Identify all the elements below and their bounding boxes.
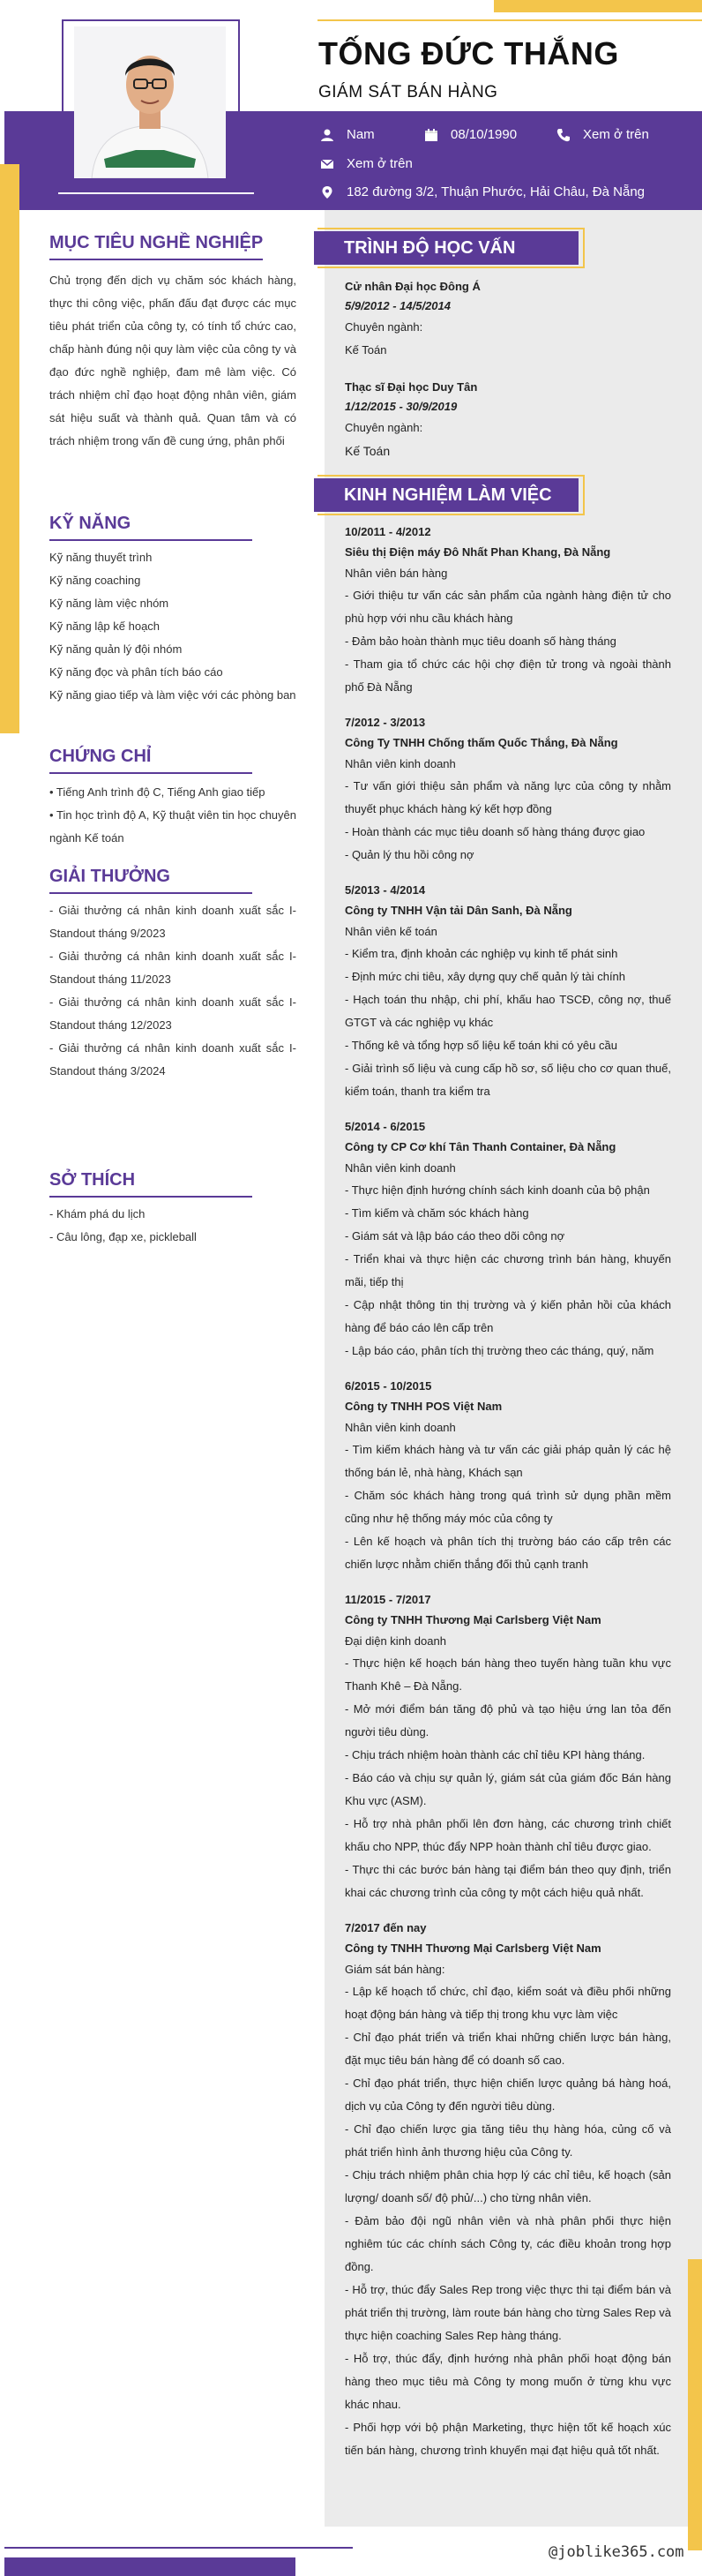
experience-company: Công ty TNHH POS Việt Nam [345, 1400, 503, 1413]
experience-role: Đại diện kinh doanh [345, 1634, 446, 1648]
experience-item [345, 522, 671, 699]
award-item: - Giải thưởng cá nhân kinh doanh xuất sắc I-Standout tháng 12/2023 [49, 995, 296, 1032]
experience-point: - Đảm bảo đội ngũ nhân viên và nhà phân phối thực hiện nghiêm túc các chính sách Công ty, các điều khoản trong hợp đồng. [345, 2214, 671, 2273]
job-title: GIÁM SÁT BÁN HÀNG [318, 83, 498, 101]
experience-point: - Hỗ trợ, thúc đẩy, định hướng nhà phân phối hoạt động bán hàng theo mục tiêu mà Công ty mong muốn ở từng khu vực khác nhau. [345, 2352, 671, 2411]
email-icon [320, 157, 334, 171]
education-school: Thạc sĩ Đại học Duy Tân [345, 380, 478, 394]
experience-point: - Chỉ đạo phát triển, thực hiện chiến lược quảng bá hàng hoá, dịch vụ của Công ty đến người tiêu dùng. [345, 2077, 671, 2113]
experience-date: 6/2015 - 10/2015 [345, 1379, 432, 1393]
objective-heading: MỤC TIÊU NGHỀ NGHIỆP [49, 233, 263, 260]
experience-point: - Kiểm tra, định khoản các nghiệp vụ kinh tế phát sinh [345, 947, 618, 960]
skill-item: Kỹ năng lập kế hoạch [49, 620, 161, 633]
experience-point: - Tư vấn giới thiệu sản phẩm và năng lực của công ty nhằm thuyết phục khách hàng ký kết hợp đồng [345, 779, 671, 815]
location-pin-icon [320, 185, 334, 199]
award-item: - Giải thưởng cá nhân kinh doanh xuất sắc I-Standout tháng 9/2023 [49, 904, 296, 940]
experience-point: - Hoàn thành các mục tiêu doanh số hàng tháng được giao [345, 825, 646, 838]
experience-role: Nhân viên kinh doanh [345, 757, 456, 770]
experience-item [345, 1590, 671, 1904]
skills-heading: KỸ NĂNG [49, 514, 252, 541]
awards-heading: GIẢI THƯỞNG [49, 867, 252, 894]
phone-value: Xem ở trên [583, 127, 649, 142]
experience-item [345, 713, 671, 867]
address-info [320, 184, 645, 199]
education-date: 1/12/2015 - 30/9/2019 [345, 400, 458, 413]
avatar [74, 26, 226, 178]
footer-line [4, 2547, 353, 2549]
experience-company: Công ty CP Cơ khí Tân Thanh Container, Đà Nẵng [345, 1140, 616, 1153]
top-accent-bar [494, 0, 702, 12]
skills-section [49, 514, 296, 707]
experience-date: 10/2011 - 4/2012 [345, 525, 431, 538]
education-major-label: Chuyên ngành: [345, 421, 423, 434]
gender-info [320, 127, 375, 142]
experience-point: - Lên kế hoạch và phân tích thị trường báo cáo cấp trên các chiến lược nhằm chiến thắng đối thủ cạnh tranh [345, 1535, 671, 1571]
photo-underline [58, 192, 254, 194]
objective-text: Chủ trọng đến dịch vụ chăm sóc khách hàng, thực thi công việc, phấn đấu đạt được các mục tiêu phát triển của công ty, có tính tổ chức cao, chấp hành đúng nội quy làm việc của công ty và đạo đức nghề nghiệp, đam mê làm việc. Có trách nhiệm chỉ đạo hoạt động nhân viên, giám sát hiệu suất và thành quả. Quan tâm và có trách nhiệm trong vấn đề cung ứng, phân phối [49, 274, 296, 447]
experience-point: - Lập báo cáo, phân tích thị trường theo các tháng, quý, năm [345, 1344, 654, 1357]
education-item [345, 378, 671, 462]
experience-point: - Giải trình số liệu và cung cấp hồ sơ, số liệu cho cơ quan thuế, kiểm toán, thanh tra kiểm tra [345, 1062, 671, 1098]
experience-item [345, 1117, 671, 1363]
experience-role: Nhân viên kinh doanh [345, 1421, 456, 1434]
experience-point: - Cập nhật thông tin thị trường và ý kiến phản hồi của khách hàng để báo cáo lên cấp trên [345, 1298, 671, 1334]
education-item [345, 277, 671, 362]
certificates-section [49, 747, 296, 850]
address-value: 182 đường 3/2, Thuận Phước, Hải Châu, Đà Nẵng [347, 184, 646, 199]
experience-point: - Định mức chi tiêu, xây dựng quy chế quản lý tài chính [345, 970, 626, 983]
right-accent-bar [688, 2259, 702, 2550]
experience-company: Công Ty TNHH Chống thấm Quốc Thắng, Đà Nẵng [345, 736, 618, 749]
skill-item: Kỹ năng coaching [49, 574, 141, 587]
experience-point: - Triển khai và thực hiện các chương trình bán hàng, khuyến mãi, tiếp thị [345, 1252, 671, 1288]
calendar-icon [424, 128, 438, 142]
experience-point: - Hạch toán thu nhập, chi phí, khấu hao TSCĐ, công nợ, thuế GTGT và các nghiệp vụ khác [345, 993, 671, 1029]
experience-date: 5/2013 - 4/2014 [345, 883, 426, 897]
experience-point: - Chỉ đạo phát triển và triển khai những chiến lược bán hàng, đặt mục tiêu bán hàng để có doanh số cao. [345, 2031, 671, 2067]
experience-item [345, 1919, 671, 2462]
experience-role: Nhân viên kinh doanh [345, 1161, 456, 1175]
experience-list [345, 522, 671, 2476]
experience-point: - Quản lý thu hồi công nợ [345, 848, 474, 861]
certificate-item: • Tiếng Anh trình độ C, Tiếng Anh giao tiếp [49, 785, 265, 799]
candidate-name: TỐNG ĐỨC THẮNG [318, 35, 619, 71]
birthday-info [424, 127, 517, 142]
experience-point: - Giám sát và lập báo cáo theo dõi công nợ [345, 1229, 565, 1243]
experience-heading: KINH NGHIỆM LÀM VIỆC [314, 478, 579, 512]
experience-point: - Lập kế hoạch tổ chức, chỉ đạo, kiểm soát và điều phối những hoạt động bán hàng và tiếp thị trong khu vực làm việc [345, 1985, 671, 2021]
experience-point: - Đảm bảo hoàn thành mục tiêu doanh số hàng tháng [345, 635, 616, 648]
objective-section [49, 233, 296, 453]
hobby-item: - Câu lông, đạp xe, pickleball [49, 1230, 197, 1243]
experience-date: 7/2012 - 3/2013 [345, 716, 426, 729]
experience-point: - Thực hiện định hướng chính sách kinh doanh của bộ phận [345, 1183, 650, 1197]
experience-point: - Chăm sóc khách hàng trong quá trình sử dụng phần mềm cũng như hệ thống máy móc của công ty [345, 1489, 671, 1525]
experience-point: - Tìm kiếm khách hàng và tư vấn các giải pháp quản lý các hệ thống bán lẻ, nhà hàng, Khách sạn [345, 1443, 671, 1479]
experience-date: 5/2014 - 6/2015 [345, 1120, 426, 1133]
education-school: Cử nhân Đại học Đông Á [345, 280, 481, 293]
experience-point: - Chỉ đạo chiến lược gia tăng tiêu thụ hàng hóa, củng cố và phát triển hình ảnh thương hiệu của Công ty. [345, 2122, 671, 2159]
award-item: - Giải thưởng cá nhân kinh doanh xuất sắc I-Standout tháng 11/2023 [49, 950, 296, 986]
birthday-value: 08/10/1990 [451, 127, 518, 142]
experience-point: - Báo cáo và chịu sự quản lý, giám sát của giám đốc Bán hàng Khu vực (ASM). [345, 1771, 671, 1807]
certificates-heading: CHỨNG CHỈ [49, 747, 252, 774]
experience-point: - Phối hợp với bộ phận Marketing, thực hiện tốt kế hoạch xúc tiến bán hàng, chương trình khuyến mại đạt hiệu quả tốt nhất. [345, 2421, 671, 2457]
experience-company: Siêu thị Điện máy Đô Nhất Phan Khang, Đà Nẵng [345, 545, 611, 559]
education-major: Kế Toán [345, 343, 387, 357]
experience-role: Nhân viên kế toán [345, 925, 437, 938]
user-icon [320, 128, 334, 142]
footer-brand: @joblike365.com [549, 2543, 684, 2561]
experience-point: - Mở mới điểm bán tăng độ phủ và tạo hiệu ứng lan tỏa đến người tiêu dùng. [345, 1702, 671, 1739]
skill-item: Kỹ năng thuyết trình [49, 551, 153, 564]
experience-point: - Chịu trách nhiệm hoàn thành các chỉ tiêu KPI hàng tháng. [345, 1748, 646, 1761]
experience-point: - Thực hiện kế hoạch bán hàng theo tuyến hàng tuần khu vực Thanh Khê – Đà Nẵng. [345, 1656, 671, 1693]
awards-section [49, 867, 296, 1083]
experience-role: Giám sát bán hàng: [345, 1963, 445, 1976]
experience-date: 7/2017 đến nay [345, 1921, 427, 1934]
experience-role: Nhân viên bán hàng [345, 567, 448, 580]
top-accent-line [317, 19, 702, 21]
experience-company: Công ty TNHH Thương Mại Carlsberg Việt Nam [345, 1941, 601, 1955]
skill-item: Kỹ năng đọc và phân tích báo cáo [49, 665, 223, 679]
award-item: - Giải thưởng cá nhân kinh doanh xuất sắc I-Standout tháng 3/2024 [49, 1041, 296, 1078]
skill-item: Kỹ năng giao tiếp và làm việc với các phòng ban [49, 688, 296, 702]
experience-point: - Hỗ trợ, thúc đẩy Sales Rep trong việc thực thi tại điểm bán và phát triển thị trường, làm route bán hàng cho từng Sales Rep và thực hiện coaching Sales Rep hàng tháng. [345, 2283, 671, 2342]
education-date: 5/9/2012 - 14/5/2014 [345, 299, 451, 312]
skill-item: Kỹ năng làm việc nhóm [49, 597, 169, 610]
hobbies-section [49, 1170, 296, 1249]
left-accent-bar [0, 164, 19, 733]
experience-point: - Chịu trách nhiệm phân chia hợp lý các chỉ tiêu, kế hoạch (sản lượng/ doanh số/ độ phủ/...) cho từng nhân viên. [345, 2168, 671, 2204]
hobbies-heading: SỞ THÍCH [49, 1170, 252, 1198]
experience-point: - Giới thiệu tư vấn các sản phẩm của ngành hàng điện tử cho phù hợp với nhu cầu khách hàng [345, 589, 671, 625]
experience-item [345, 1377, 671, 1576]
education-major-label: Chuyên ngành: [345, 320, 423, 334]
education-major: Kế Toán [345, 444, 391, 458]
footer-bar [4, 2557, 295, 2576]
experience-point: - Tìm kiếm và chăm sóc khách hàng [345, 1206, 529, 1220]
email-info [320, 156, 413, 171]
experience-point: - Thống kê và tổng hợp số liệu kế toán khi có yêu cầu [345, 1039, 617, 1052]
phone-info [556, 127, 649, 142]
email-value: Xem ở trên [347, 156, 413, 171]
experience-point: - Thực thi các bước bán hàng tại điểm bán theo quy định, triển khai các chương trình của công ty một cách hiệu quả nhất. [345, 1863, 671, 1899]
gender-value: Nam [347, 127, 375, 142]
experience-point: - Tham gia tổ chức các hội chợ điện tử trong và ngoài thành phố Đà Nẵng [345, 657, 671, 694]
hobby-item: - Khám phá du lịch [49, 1207, 146, 1220]
education-heading: TRÌNH ĐỘ HỌC VẤN [314, 231, 579, 265]
experience-company: Công ty TNHH Thương Mại Carlsberg Việt Nam [345, 1613, 601, 1626]
experience-date: 11/2015 - 7/2017 [345, 1593, 431, 1606]
phone-icon [556, 128, 571, 142]
experience-item [345, 881, 671, 1103]
experience-company: Công ty TNHH Vận tải Dân Sanh, Đà Nẵng [345, 904, 572, 917]
certificate-item: • Tin học trình độ A, Kỹ thuật viên tin học chuyên ngành Kế toán [49, 808, 296, 845]
skill-item: Kỹ năng quản lý đội nhóm [49, 642, 183, 656]
experience-point: - Hỗ trợ nhà phân phối lên đơn hàng, các chương trình chiết khấu cho NPP, thúc đẩy NPP hoàn thành chỉ tiêu được giao. [345, 1817, 671, 1853]
